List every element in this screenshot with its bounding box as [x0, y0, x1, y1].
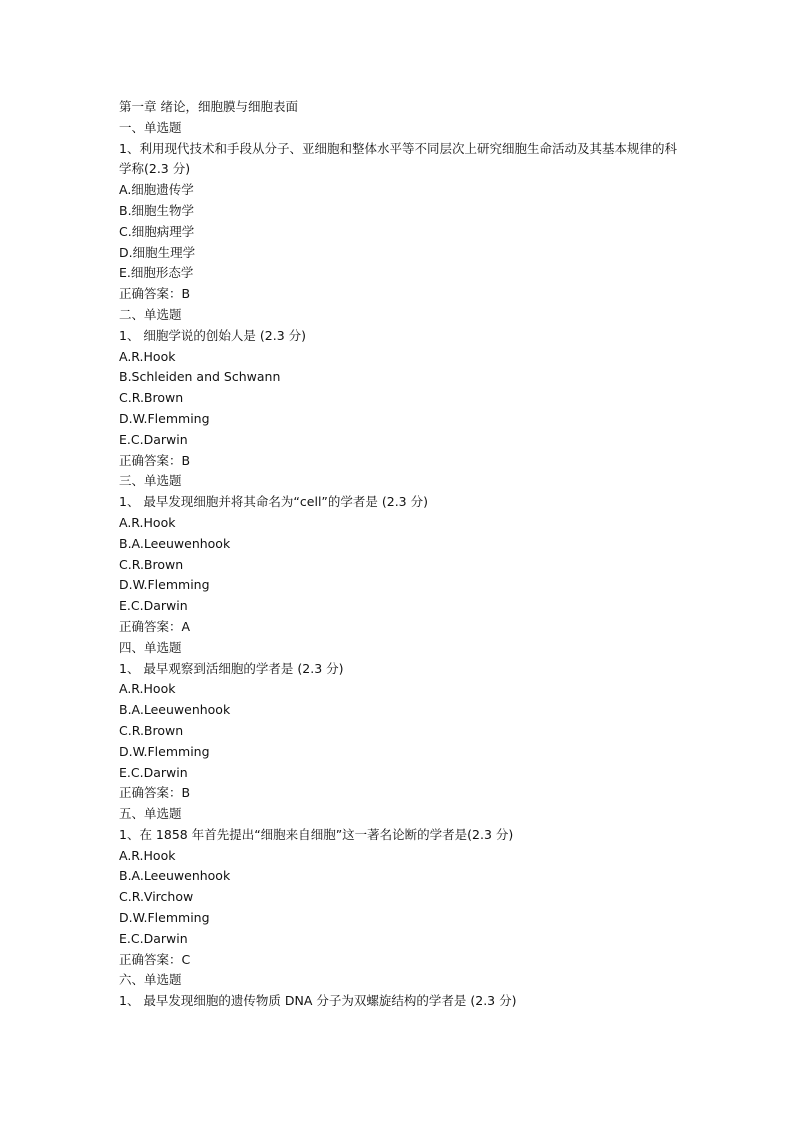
- section-heading: 二、单选题: [119, 306, 182, 322]
- chapter-title: 第一章 绪论，细胞膜与细胞表面: [119, 99, 298, 114]
- option-c: C.R.Brown: [119, 556, 184, 572]
- section-heading: 三、单选题: [119, 473, 182, 489]
- option-c: C.R.Virchow: [119, 889, 194, 905]
- option-a: A.R.Hook: [119, 348, 176, 364]
- question-section: [119, 638, 679, 804]
- option-c: C.R.Brown: [119, 722, 184, 738]
- question-text: 1、 细胞学说的创始人是 (2.3 分): [119, 327, 307, 343]
- option-e: E.C.Darwin: [119, 598, 188, 614]
- option-e: E.C.Darwin: [119, 764, 188, 780]
- option-b: B.A.Leeuwenhook: [119, 868, 231, 884]
- option-d: D.W.Flemming: [119, 410, 210, 426]
- option-c: C.R.Brown: [119, 390, 184, 406]
- question-text: 1、 最早观察到活细胞的学者是 (2.3 分): [119, 660, 344, 676]
- option-e: E.C.Darwin: [119, 431, 188, 447]
- option-c: C.细胞病理学: [119, 223, 195, 239]
- option-e: E.C.Darwin: [119, 930, 188, 946]
- option-d: D.W.Flemming: [119, 910, 210, 926]
- correct-answer: 正确答案：B: [119, 785, 191, 801]
- question-text: 1、在 1858 年首先提出“细胞来自细胞”这一著名论断的学者是(2.3 分): [119, 826, 514, 842]
- question-text: 1、 最早发现细胞并将其命名为“cell”的学者是 (2.3 分): [119, 494, 428, 510]
- option-e: E.细胞形态学: [119, 265, 194, 281]
- option-b: B.Schleiden and Schwann: [119, 369, 281, 385]
- section-heading: 六、单选题: [119, 972, 182, 988]
- question-section: [119, 471, 679, 637]
- question-section: [119, 118, 679, 305]
- option-b: B.A.Leeuwenhook: [119, 535, 231, 551]
- option-a: A.R.Hook: [119, 847, 176, 863]
- section-heading: 一、单选题: [119, 119, 182, 135]
- question-text: 1、利用现代技术和手段从分子、亚细胞和整体水平等不同层次上研究细胞生命活动及其基本规律的科学称(2.3 分): [119, 140, 677, 177]
- option-d: D.W.Flemming: [119, 743, 210, 759]
- option-b: B.A.Leeuwenhook: [119, 702, 231, 718]
- document-page: [119, 97, 679, 1012]
- correct-answer: 正确答案：C: [119, 951, 191, 967]
- section-heading: 四、单选题: [119, 639, 182, 655]
- question-section: [119, 804, 679, 970]
- option-d: D.W.Flemming: [119, 577, 210, 593]
- section-heading: 五、单选题: [119, 806, 182, 822]
- option-a: A.R.Hook: [119, 681, 176, 697]
- question-section: [119, 970, 679, 1012]
- option-a: A.R.Hook: [119, 514, 176, 530]
- option-a: A.细胞遗传学: [119, 182, 194, 198]
- question-section: [119, 305, 679, 471]
- correct-answer: 正确答案：B: [119, 452, 191, 468]
- option-d: D.细胞生理学: [119, 244, 196, 260]
- option-b: B.细胞生物学: [119, 202, 195, 218]
- correct-answer: 正确答案：A: [119, 618, 191, 634]
- correct-answer: 正确答案：B: [119, 286, 191, 302]
- question-text: 1、 最早发现细胞的遗传物质 DNA 分子为双螺旋结构的学者是 (2.3 分): [119, 993, 517, 1009]
